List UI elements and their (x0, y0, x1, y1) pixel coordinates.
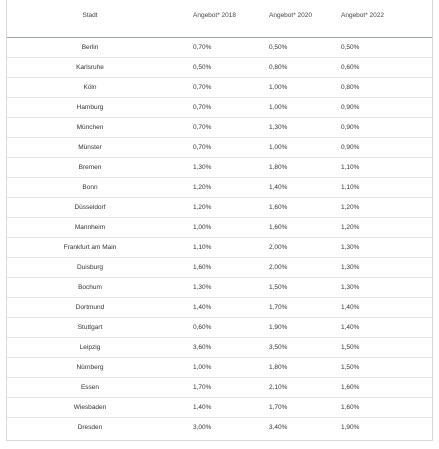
city-cell: Wiesbaden (7, 397, 173, 417)
vacancy-table (7, 0, 432, 437)
value-2018-cell: 1,10% (173, 237, 249, 257)
table-row (7, 277, 432, 297)
city-cell: Bremen (7, 157, 173, 177)
table-row (7, 357, 432, 377)
value-2018-cell: 0,70% (173, 77, 249, 97)
value-2022-cell: 1,30% (321, 277, 432, 297)
value-2020-cell: 1,30% (249, 117, 321, 137)
table-row (7, 317, 432, 337)
value-2022-cell: 0,90% (321, 97, 432, 117)
value-2018-cell: 1,00% (173, 217, 249, 237)
city-cell: Berlin (7, 37, 173, 57)
value-2022-cell: 0,90% (321, 137, 432, 157)
value-2022-cell: 1,50% (321, 337, 432, 357)
value-2020-cell: 1,60% (249, 217, 321, 237)
value-2022-cell: 0,60% (321, 57, 432, 77)
city-cell: Hamburg (7, 97, 173, 117)
value-2020-cell: 1,60% (249, 197, 321, 217)
header-2020: Angebot* 2020 (249, 0, 321, 37)
header-row (7, 0, 432, 37)
value-2018-cell: 0,70% (173, 137, 249, 157)
value-2018-cell: 3,00% (193, 423, 212, 431)
table-row (7, 117, 432, 137)
city-cell: Karlsruhe (7, 57, 173, 77)
value-2022-cell: 1,20% (321, 197, 432, 217)
city-cell: München (7, 117, 173, 137)
city-cell: Dortmund (7, 297, 173, 317)
table-row (7, 97, 432, 117)
value-2018-cell: 0,70% (173, 97, 249, 117)
value-2022-cell: 1,60% (321, 377, 432, 397)
city-cell: Duisburg (7, 257, 173, 277)
value-2022-cell: 1,10% (321, 157, 432, 177)
city-cell: Münster (7, 137, 173, 157)
table-row (7, 377, 432, 397)
value-2022-cell: 1,50% (321, 357, 432, 377)
value-2020-cell: 1,70% (249, 397, 321, 417)
value-2018-cell: 1,70% (173, 377, 249, 397)
value-2018-cell: 1,40% (173, 297, 249, 317)
table-row (7, 297, 432, 317)
table-row (7, 417, 432, 437)
value-2022-cell: 1,20% (321, 217, 432, 237)
table-row (7, 217, 432, 237)
value-2018-cell: 0,70% (173, 37, 249, 57)
city-cell: Bochum (7, 277, 173, 297)
table-container (6, 0, 433, 441)
city-cell: Essen (7, 377, 173, 397)
value-2020-cell: 3,40% (269, 423, 288, 431)
value-2022-cell: 0,50% (321, 37, 432, 57)
city-cell: Stuttgart (7, 317, 173, 337)
value-2020-cell: 1,00% (249, 77, 321, 97)
value-2020-cell: 1,80% (249, 357, 321, 377)
value-2018-cell: 1,20% (173, 197, 249, 217)
table-row (7, 237, 432, 257)
value-2022-cell: 1,30% (321, 257, 432, 277)
value-2022-cell: 0,90% (321, 117, 432, 137)
table-row (7, 337, 432, 357)
table-row (7, 57, 432, 77)
value-2022-cell: 1,10% (321, 177, 432, 197)
header-city: Stadt (7, 0, 173, 37)
table-row (7, 177, 432, 197)
value-2022-cell: 1,40% (321, 297, 432, 317)
value-2018-cell: 1,20% (173, 177, 249, 197)
table-row (7, 37, 432, 57)
city-cell: Mannheim (7, 217, 173, 237)
value-2020-cell: 1,00% (249, 137, 321, 157)
table-row (7, 257, 432, 277)
city-cell: Bonn (7, 177, 173, 197)
value-2018-cell: 0,50% (173, 57, 249, 77)
header-2022: Angebot* 2022 (321, 0, 432, 37)
value-2020-cell: 3,50% (249, 337, 321, 357)
value-2018-cell: 1,60% (173, 257, 249, 277)
table-body (7, 37, 432, 437)
city-cell: Nürnberg (7, 357, 173, 377)
value-2018-cell: 0,70% (173, 117, 249, 137)
city-cell: Dresden (77, 423, 103, 431)
value-2018-cell: 1,40% (173, 397, 249, 417)
value-2020-cell: 0,50% (249, 37, 321, 57)
value-2020-cell: 1,80% (249, 157, 321, 177)
value-2020-cell: 2,00% (249, 257, 321, 277)
city-cell: Düsseldorf (7, 197, 173, 217)
value-2020-cell: 1,00% (249, 97, 321, 117)
value-2022-cell: 0,80% (321, 77, 432, 97)
value-2020-cell: 1,40% (249, 177, 321, 197)
value-2022-cell: 1,40% (321, 317, 432, 337)
value-2018-cell: 3,60% (173, 337, 249, 357)
table-row (7, 397, 432, 417)
value-2020-cell: 1,90% (249, 317, 321, 337)
value-2022-cell: 1,30% (321, 237, 432, 257)
city-cell: Frankfurt am Main (7, 237, 173, 257)
value-2018-cell: 0,60% (173, 317, 249, 337)
value-2018-cell: 1,30% (173, 157, 249, 177)
header-2018: Angebot* 2018 (173, 0, 249, 37)
value-2022-cell: 1,60% (321, 397, 432, 417)
value-2022-cell: 1,90% (341, 423, 360, 431)
city-cell: Köln (7, 77, 173, 97)
table-row (7, 77, 432, 97)
table-row (7, 197, 432, 217)
value-2018-cell: 1,30% (173, 277, 249, 297)
city-cell: Leipzig (7, 337, 173, 357)
value-2020-cell: 1,70% (249, 297, 321, 317)
value-2020-cell: 1,50% (249, 277, 321, 297)
value-2020-cell: 2,10% (249, 377, 321, 397)
table-row (7, 157, 432, 177)
value-2020-cell: 0,80% (249, 57, 321, 77)
value-2018-cell: 1,00% (173, 357, 249, 377)
value-2020-cell: 2,00% (249, 237, 321, 257)
table-row (7, 137, 432, 157)
